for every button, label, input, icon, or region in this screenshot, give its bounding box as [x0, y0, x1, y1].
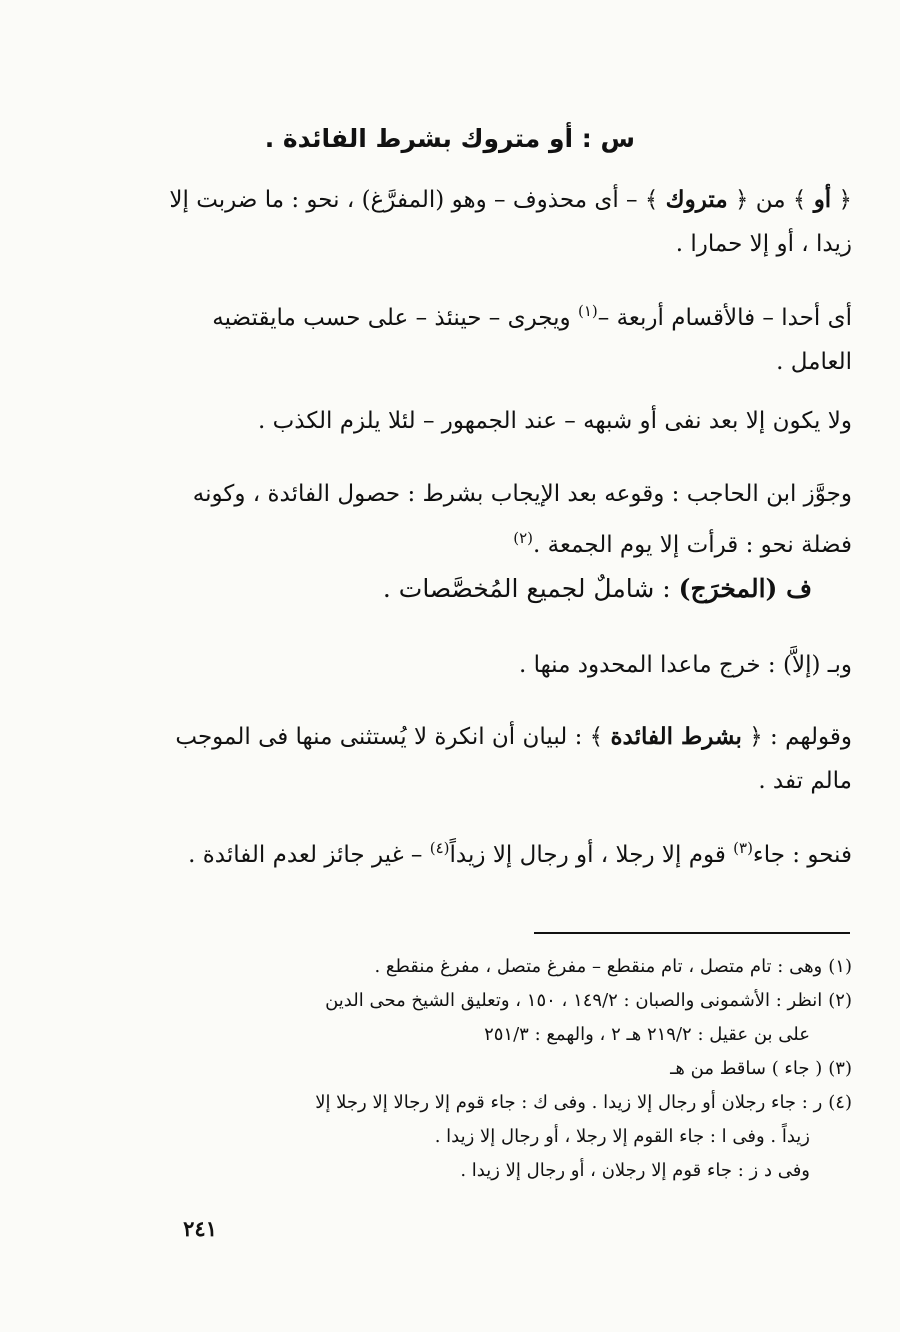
paragraph-text: وقولهم : [770, 724, 852, 750]
footnote-number: (١) [828, 956, 852, 977]
footnote-2-continued: على بن عقيل : ٢١٩/٢ هـ ٢ ، والهمع : ٢٥١/٣ [484, 1024, 810, 1045]
footnote-4-continued: وفى د ز : جاء قوم إلا رجلان ، أو رجال إلا زيدا . [460, 1160, 810, 1181]
word-min: من [755, 187, 786, 213]
footnote-4-continued: زيداً . وفى ا : جاء القوم إلا رجلا ، أو رجال إلا زيدا . [434, 1126, 810, 1147]
heading-mukhraj: ف (المخرَج) [678, 574, 812, 603]
footnote-2 [162, 984, 852, 1018]
ornament-close: ﴾ [792, 187, 807, 213]
keyword-aw: أو [813, 186, 832, 213]
paragraph-text: أى أحدا – فالأقسام أربعة – [597, 305, 852, 331]
paragraph-qawluhum [162, 715, 852, 803]
ornament-open: ﴿ [749, 724, 763, 750]
paragraph-text: : لبيان أن انكرة لا يُستثنى منها فى الموجب مالم تفد . [175, 724, 852, 794]
paragraph-text: ويجرى – حينئذ – على حسب مايقتضيه العامل . [212, 305, 852, 375]
paragraph-text: – غير جائز لعدم الفائدة . [188, 842, 423, 868]
paragraph-ibn-hajib [172, 472, 852, 567]
footnote-separator [534, 932, 850, 934]
ornament-close: ﴾ [644, 187, 659, 213]
footnote-number: (٣) [828, 1058, 852, 1079]
paragraph-ahadan [162, 289, 852, 384]
footnote-3 [162, 1052, 852, 1086]
footnote-1 [162, 950, 852, 984]
footnote-ref-1: (١) [577, 302, 598, 320]
ornament-close: ﴾ [589, 724, 604, 750]
paragraph-illa: وبـ (إلاَّ) : خرج ماعدا المحدود منها . [518, 652, 852, 678]
footnote-ref-4: (٤) [429, 839, 450, 857]
paragraph-la-yakun: ولا يكون إلا بعد نفى أو شبهه – عند الجمهور – لئلا يلزم الكذب . [257, 408, 852, 434]
paragraph-or-matruk [162, 178, 852, 266]
matn-line: س : أو متروك بشرط الفائدة . [264, 124, 635, 153]
ornament-open: ﴿ [734, 187, 749, 213]
paragraph-text: فنحو : جاء [752, 842, 852, 868]
keyword-bishart: بشرط الفائدة [610, 723, 742, 750]
paragraph-fanahw [162, 826, 852, 877]
footnote-text: وهى : تام متصل ، تام منقطع – مفرغ متصل ، مفرغ منقطع . [374, 956, 823, 977]
ornament-open: ﴿ [838, 187, 852, 213]
paragraph-text: – أى محذوف – وهو (المفرَّغ) ، نحو : ما ضربت إلا زيدا ، أو إلا حمارا . [169, 187, 852, 257]
footnote-ref-2: (٢) [513, 529, 534, 547]
footnote-text: انظر : الأشمونى والصبان : ١٤٩/٢ ، ١٥٠ ، وتعليق الشيخ محى الدين [325, 990, 823, 1011]
footnote-4 [162, 1086, 852, 1120]
paragraph-text: قوم إلا رجلا ، أو رجال إلا زيداً [449, 842, 726, 868]
footnote-number: (٤) [828, 1092, 852, 1113]
keyword-matruk: متروك [665, 186, 728, 213]
page-number: ٢٤١ [183, 1216, 217, 1241]
paragraph-text: وجوَّز ابن الحاجب : وقوعه بعد الإيجاب بشرط : حصول الفائدة ، وكونه فضلة نحو : قرأت إلا يوم الجمعة . [192, 481, 852, 558]
footnote-text: ر : جاء رجلان أو رجال إلا زيدا . وفى ك : جاء قوم إلا رجالا إلا رجلا إلا [315, 1092, 823, 1113]
sharh-text: : شاملٌ لجميع المُخصَّصات . [382, 574, 671, 603]
sharh-line [383, 574, 812, 603]
footnote-number: (٢) [828, 990, 852, 1011]
footnote-ref-3: (٣) [733, 839, 753, 857]
footnote-text: ( جاء ) ساقط من هـ [670, 1058, 823, 1079]
